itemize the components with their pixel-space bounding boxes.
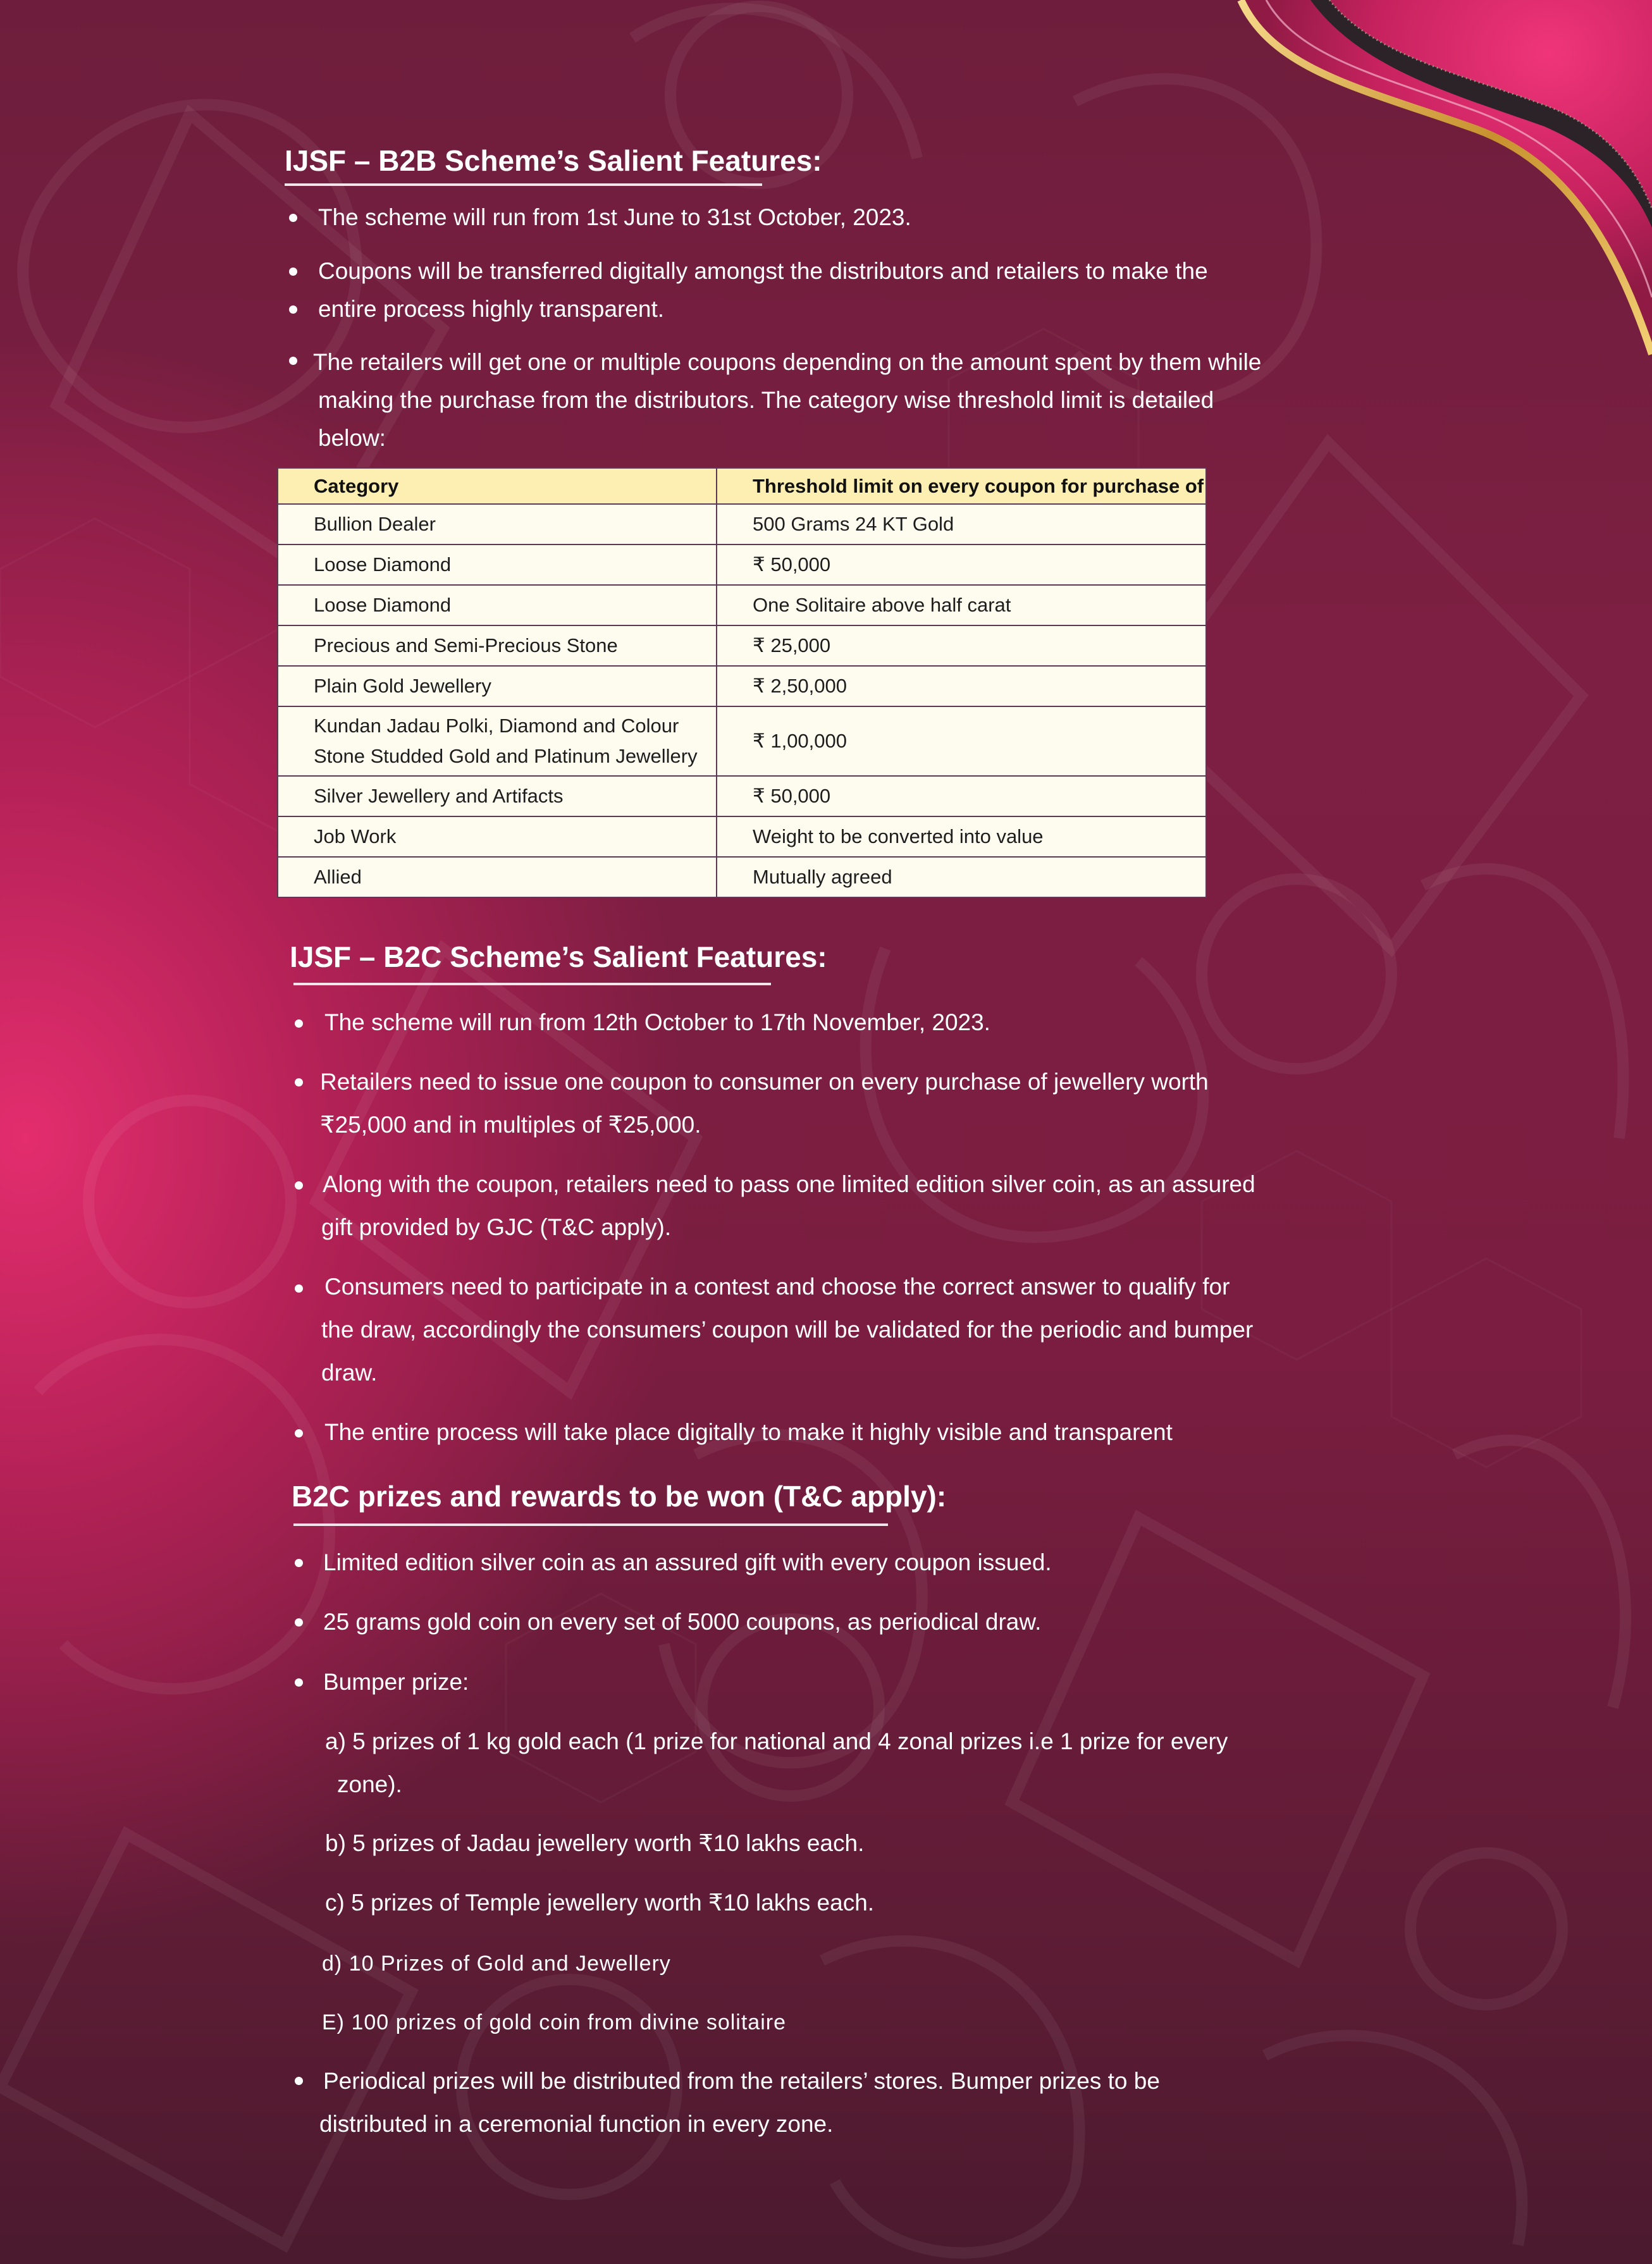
table-row [278, 504, 1206, 544]
prizes-heading: B2C prizes and rewards to be won (T&C apply): [292, 1480, 947, 1513]
table-cell-category: Precious and Semi-Precious Stone [278, 625, 717, 666]
table-cell-threshold: One Solitaire above half carat [717, 585, 1206, 625]
bumper-prize-c: c) 5 prizes of Temple jewellery worth ₹10 lakhs each. [325, 1890, 875, 1916]
b2b-bullet-1: The scheme will run from 1st June to 31st October, 2023. [318, 204, 911, 230]
b2c-bullet-4-line3: draw. [321, 1360, 378, 1386]
b2c-bullet-4: Consumers need to participate in a contest and choose the correct answer to qualify for [324, 1274, 1230, 1300]
prizes-bullet-4-line2: distributed in a ceremonial function in every zone. [319, 2111, 834, 2137]
b2b-heading: IJSF – B2B Scheme’s Salient Features: [285, 144, 822, 177]
table-row [278, 816, 1206, 857]
table-cell-category: Loose Diamond [278, 585, 717, 625]
bullet-dot [295, 1181, 303, 1190]
b2c-heading-underline [293, 983, 771, 985]
table-row [278, 585, 1206, 625]
b2b-bullet-3-line3: below: [318, 425, 386, 451]
b2b-bullet-2-cont: entire process highly transparent. [318, 296, 665, 322]
table-cell-threshold: ₹ 1,00,000 [717, 706, 1206, 776]
bullet-dot [289, 268, 297, 276]
table-row [278, 666, 1206, 706]
bullet-dot [295, 1284, 303, 1293]
b2c-bullet-3: Along with the coupon, retailers need to pass one limited edition silver coin, as an assured [323, 1171, 1255, 1197]
bullet-dot [289, 214, 297, 222]
table-cell-category: Loose Diamond [278, 544, 717, 585]
prizes-bullet-1: Limited edition silver coin as an assured gift with every coupon issued. [323, 1549, 1052, 1575]
prizes-bullet-4: Periodical prizes will be distributed from the retailers’ stores. Bumper prizes to be [323, 2068, 1160, 2094]
table-cell-category-line2: Stone Studded Gold and Platinum Jewellery [314, 745, 698, 767]
b2c-heading: IJSF – B2C Scheme’s Salient Features: [290, 940, 827, 973]
table-cell-threshold: ₹ 25,000 [717, 625, 1206, 666]
bullet-dot [289, 357, 297, 365]
table-cell-category [278, 706, 717, 776]
b2b-bullet-2: Coupons will be transferred digitally amongst the distributors and retailers to make the [318, 258, 1208, 284]
table-cell-category: Bullion Dealer [278, 504, 717, 544]
table-cell-category: Allied [278, 857, 717, 897]
table-cell-threshold: ₹ 2,50,000 [717, 666, 1206, 706]
table-row [278, 625, 1206, 666]
bullet-dot [295, 1559, 303, 1567]
table-cell-category: Plain Gold Jewellery [278, 666, 717, 706]
b2b-heading-underline [285, 183, 762, 186]
prizes-bullet-2: 25 grams gold coin on every set of 5000 coupons, as periodical draw. [323, 1609, 1042, 1635]
b2c-bullet-3-line2: gift provided by GJC (T&C apply). [321, 1214, 672, 1240]
table-cell-threshold: Mutually agreed [717, 857, 1206, 897]
threshold-table [277, 467, 1207, 898]
table-cell-threshold: 500 Grams 24 KT Gold [717, 504, 1206, 544]
bumper-prize-a-line2: zone). [337, 1771, 402, 1797]
bullet-dot [295, 1078, 303, 1086]
b2b-bullet-3-line2: making the purchase from the distributors. The category wise threshold limit is detailed [318, 387, 1214, 413]
bumper-prize-b: b) 5 prizes of Jadau jewellery worth ₹10 lakhs each. [325, 1830, 865, 1856]
b2c-bullet-4-line2: the draw, accordingly the consumers’ coupon will be validated for the periodic and bumper [321, 1317, 1254, 1343]
prizes-bullet-3: Bumper prize: [323, 1669, 469, 1695]
bumper-prize-e: E) 100 prizes of gold coin from divine solitaire [322, 2010, 786, 2034]
table-cell-category-line1: Kundan Jadau Polki, Diamond and Colour [314, 715, 679, 737]
prizes-heading-underline [293, 1523, 888, 1526]
bullet-dot [295, 1429, 303, 1437]
b2b-bullet-3: The retailers will get one or multiple coupons depending on the amount spent by them while [313, 349, 1262, 375]
b2c-bullet-2-line2: ₹25,000 and in multiples of ₹25,000. [320, 1112, 701, 1138]
bullet-dot [295, 1618, 303, 1627]
b2c-bullet-5: The entire process will take place digitally to make it highly visible and transparent [324, 1419, 1173, 1445]
bullet-dot [295, 2077, 303, 2085]
table-row [278, 544, 1206, 585]
table-cell-threshold: ₹ 50,000 [717, 776, 1206, 816]
table-cell-category: Job Work [278, 816, 717, 857]
table-cell-threshold: Weight to be converted into value [717, 816, 1206, 857]
table-header-threshold: Threshold limit on every coupon for purchase of [717, 468, 1206, 504]
bumper-prize-a: a) 5 prizes of 1 kg gold each (1 prize for national and 4 zonal prizes i.e 1 prize for every [325, 1728, 1228, 1754]
bullet-dot [295, 1678, 303, 1687]
bumper-prize-d: d) 10 Prizes of Gold and Jewellery [322, 1952, 671, 1976]
table-row [278, 776, 1206, 816]
b2c-bullet-1: The scheme will run from 12th October to 17th November, 2023. [324, 1009, 990, 1035]
table-row [278, 857, 1206, 897]
table-row [278, 706, 1206, 776]
table-cell-category: Silver Jewellery and Artifacts [278, 776, 717, 816]
b2c-bullet-2: Retailers need to issue one coupon to consumer on every purchase of jewellery worth [320, 1069, 1209, 1095]
bullet-dot [289, 305, 297, 314]
table-header-row [278, 468, 1206, 504]
table-header-category: Category [278, 468, 717, 504]
corner-swoosh-decoration [1171, 0, 1652, 379]
bullet-dot [295, 1019, 303, 1028]
table-cell-threshold: ₹ 50,000 [717, 544, 1206, 585]
